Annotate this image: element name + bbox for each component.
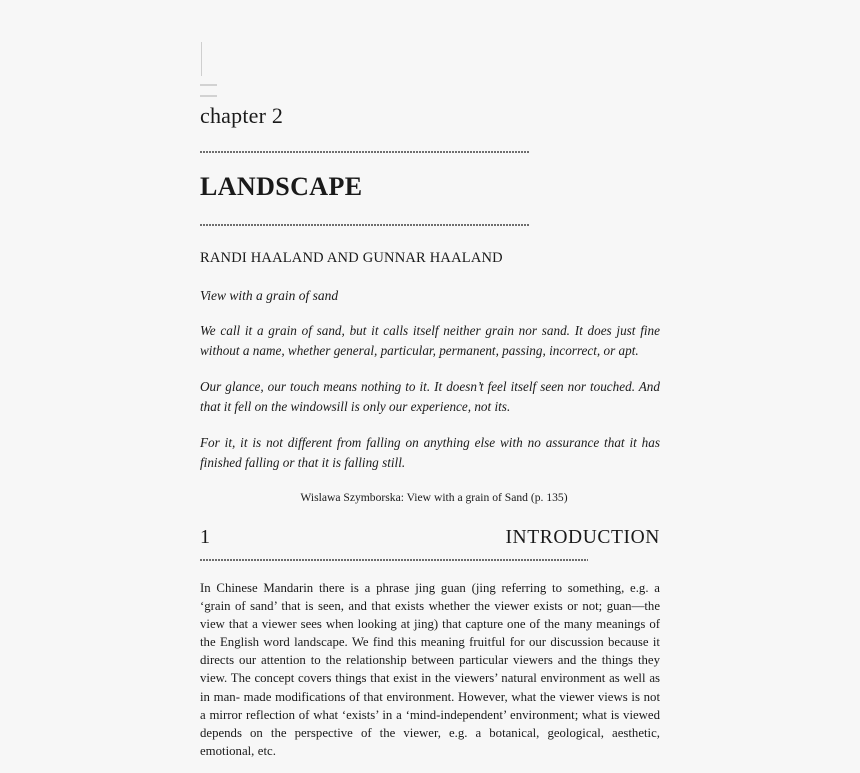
text-column [200,0,660,773]
dotted-rule-below-title [200,224,530,227]
epigraph-stanza: For it, it is not different from falling on anything else with no assurance that it has finished falling or that it is falling still. [200,435,660,470]
section-heading [200,525,660,550]
epigraph-attribution: Wislawa Szymborska: View with a grain of Sand (p. 135) [300,491,568,504]
dotted-rule-below-section-heading [200,559,588,562]
epigraph-stanza: Our glance, our touch means nothing to it. It doesn’t feel itself seen nor touched. And that it fell on the windowsill is only our experience, not its. [200,379,660,414]
section-title: INTRODUCTION [505,527,660,548]
epigraph-stanza: We call it a grain of sand, but it calls itself neither grain nor sand. It does just fine without a name, whether general, particular, permanent, passing, incorrect, or apt. [200,323,660,358]
section-body-paragraph: In Chinese Mandarin there is a phrase jing guan (jing referring to something, e.g. a ‘grain of sand’ that is seen, and that exists whether the viewer exists or not; guan—the view that a viewer sees when looking at jing) that capture one of the many meanings of the English word landscape. We find this meaning fruitful for our discussion because it directs our attention to the relationship between particular viewers and the things they view. The concept covers things that exist in the viewers’ natural environment as well as in man- made modifications of that environment. However, what the viewer views is not a mirror reflection of what ‘exists’ in a ‘mind-independent’ environment; what is viewed depends on the perspective of the viewer, e.g. a botanical, geological, aesthetic, emotional, etc. [200,581,660,758]
chapter-title: LANDSCAPE [200,172,363,201]
dotted-rule-above-title [200,151,530,154]
section-number: 1 [200,526,210,548]
epigraph-poem-title: View with a grain of sand [200,288,339,303]
chapter-label: chapter 2 [200,103,284,128]
chapter-authors: RANDI HAALAND AND GUNNAR HAALAND [200,250,503,266]
